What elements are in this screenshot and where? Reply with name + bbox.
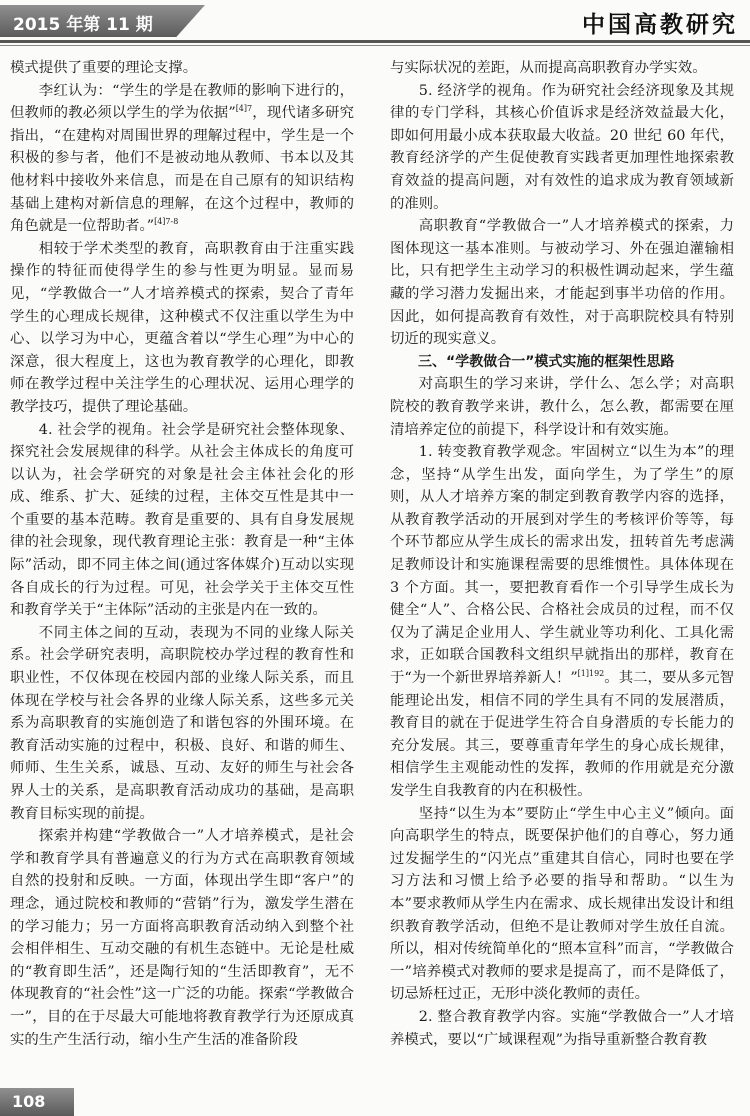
- paragraph: 5. 经济学的视角。作为研究社会经济现象及其规律的专门学科，其核心价值诉求是经济效益最大化，即如何用最小成本获取最大收益。20 世纪 60 年代，教育经济学的产生促使教育实践者更加理性地探索教育效益的提高问题，对有效性的追求成为教育领域新的准则。: [390, 82, 734, 212]
- citation: [1]192: [577, 669, 605, 679]
- right-column: [390, 57, 734, 1051]
- issue-label: 2015 年第 11 期: [13, 15, 153, 35]
- citation: [4]7: [235, 104, 253, 114]
- paragraph: 坚持“以生为本”要防止“学生中心主义”倾向。面向高职学生的特点，既要保护他们的自尊心，努力通过发掘学生的“闪光点”重建其自信心，同时也要在学习方法和习惯上给予必要的指导和帮助。“以生为本”要求教师从学生内在需求、成长规律出发设计和组织教育教学活动，但绝不是让教师对学生放任自流。所以，相对传统简单化的“照本宣科”而言，“学教做合一”培养模式对教师的要求是提高了，而不是降低了，切忌矫枉过正，无形中淡化教师的责任。: [390, 805, 734, 1003]
- paragraph: 探索并构建“学教做合一”人才培养模式，是社会学和教育学具有普遍意义的行为方式在高职教育领域自然的投射和反映。一方面，体现出学生即“客户”的理念，通过院校和教师的“营销”行为，激发学生潜在的学习能力；另一方面将高职教育活动纳入到整个社会相伴相生、互动交融的有机生态链中。无论是杜威的“教育即生活”，还是陶行知的“生活即教育”，无不体现教育的“社会性”这一广泛的功能。探索“学教做合一”，目的在于尽最大可能地将教育教学行为还原成真实的生产生活行动，缩小生产生活的准备阶段: [10, 828, 354, 1048]
- citation: [4]7-8: [154, 217, 179, 227]
- page-number: 108: [12, 1092, 46, 1111]
- paragraph: 对高职生的学习来讲，学什么、怎么学；对高职院校的教育教学来讲，教什么，怎么教，都需要在厘清培养定位的前提下，科学设计和有效实施。: [390, 376, 734, 438]
- section-heading: 三、“学教做合一”模式实施的框架性思路: [418, 353, 675, 370]
- paragraph: 1. 转变教育教学观念。牢固树立“以生为本”的理念，坚持“从学生出发，面向学生，为了学生”的原则，从人才培养方案的制定到教育教学内容的选择，从教育教学活动的开展到对学生的考核评价等等，每个环节都应从学生成长的需求出发，扭转首先考虑满足教师设计和实施课程需要的思维惯性。具体体现在 3 个方面。其一，要把教育看作一个引导学生成长为健全“人”、合格公民、合格社会成员的过程，而不仅仅为了满足企业用人、学生就业等功利化、工具化需求，正如联合国教科文组织早就指出的那样，教育在于“为一个新世界培养新人！”$^{[1]192}$。其二，要从多元智能理论出发，相信不同的学生具有不同的发展潜质，教育目的就在于促进学生符合自身潜质的专长能力的充分发展。其三，要尊重青年学生的身心成长规律，相信学生主观能动性的发挥，教师的作用就是充分激发学生自我教育的内在积极性。: [390, 444, 734, 799]
- journal-title: 中国高教研究: [582, 12, 738, 38]
- header-rule-thin: [0, 45, 750, 46]
- paragraph: 4. 社会学的视角。社会学是研究社会整体现象、探究社会发展规律的科学。从社会主体成长的角度可以认为，社会学研究的对象是社会主体社会化的形成、维系、扩大、延续的过程，主体交互性是其中一个重要的基本范畴。教育是重要的、具有自身发展规律的社会现象，现代教育理论主张：教育是一种“主体际”活动，即不同主体之间(通过客体媒介)互动以实现各自成长的行为过程。可见，社会学关于主体交互性和教育学关于“主体际”活动的主张是内在一致的。: [10, 421, 354, 619]
- paragraph: 李红认为：“学生的学是在教师的影响下进行的，但教师的教必须以学生的学为依据”$^{[4]7}$，现代诸多研究指出，“在建构对周围世界的理解过程中，学生是一个积极的参与者，他们不是被动地从教师、书本以及其他材料中接收外来信息，而是在自己原有的知识结构基础上建构对新信息的理解，在这个过程中，教师的角色就是一位帮助者。”$^{[4]7-8}$: [10, 82, 354, 235]
- header-rule: [0, 40, 750, 43]
- paragraph: 2. 整合教育教学内容。实施“学教做合一”人才培养模式，要以“广域课程观”为指导重新整合教育教: [390, 1008, 734, 1048]
- paragraph: 与实际状况的差距，从而提高高职教育办学实效。: [390, 60, 707, 76]
- page-header: [0, 0, 750, 46]
- paragraph: 不同主体之间的互动，表现为不同的业缘人际关系。社会学研究表明，高职院校办学过程的教育性和职业性，不仅体现在校园内部的业缘人际关系，而且体现在学校与社会各界的业缘人际关系，这些多元关系为高职教育的实施创造了和谐包容的外围环境。在教育活动实施的过程中，积极、良好、和谐的师生、师师、生生关系，诚恳、互动、友好的师生与社会各界人士的关系，是高职教育活动成功的基础，是高职教育目标实现的前提。: [10, 624, 354, 822]
- left-column: [10, 57, 354, 1051]
- paragraph: 相较于学术类型的教育，高职教育由于注重实践操作的特征而使得学生的参与性更为明显。显而易见，“学教做合一”人才培养模式的探索，契合了青年学生的心理成长规律，这种模式不仅注重以学生为中心、以学习为中心，更蕴含着以“学生心理”为中心的深意，很大程度上，这也为教育教学的心理化，即教师在教学过程中关注学生的心理状况、运用心理学的教学技巧，提供了理论基础。: [10, 240, 354, 415]
- paragraph: 模式提供了重要的理论支撑。: [10, 60, 198, 76]
- paragraph: 高职教育“学教做合一”人才培养模式的探索，力图体现这一基本准则。与被动学习、外在强迫灌输相比，只有把学生主动学习的积极性调动起来，学生蕴藏的学习潜力发掘出来，才能起到事半功倍的作用。因此，如何提高教育有效性，对于高职院校具有特别切近的现实意义。: [390, 218, 734, 348]
